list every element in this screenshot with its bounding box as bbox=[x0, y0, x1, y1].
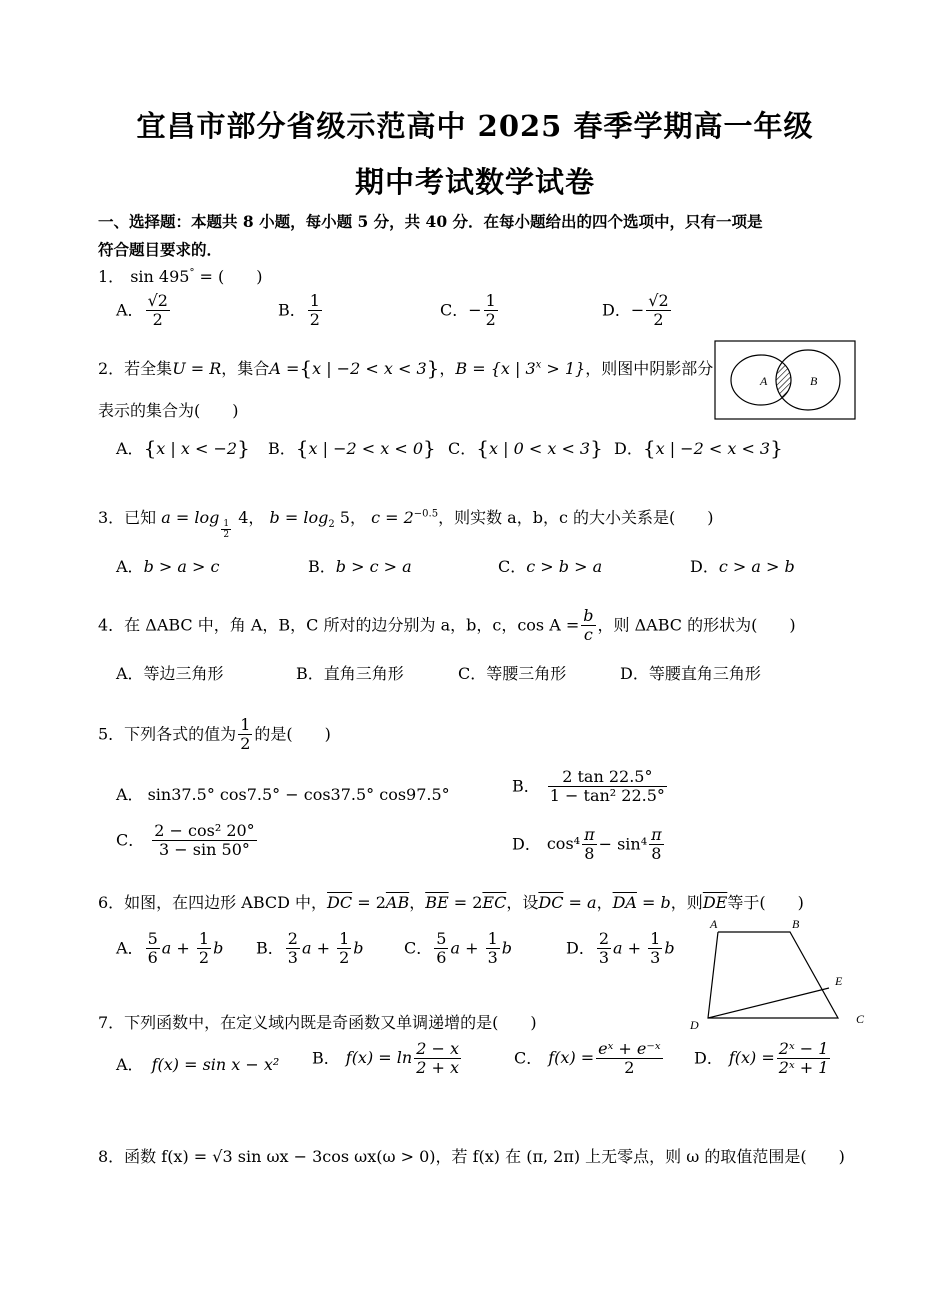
question-8-stem: 8．函数 f(x) = √3 sin ωx − 3cos ωx(ω > 0)，若 f(x) 在 (π, 2π) 上无零点，则 ω 的取值范围是( ) bbox=[98, 1147, 845, 1166]
question-7-stem: 7．下列函数中，在定义域内既是奇函数又单调递增的是( ) bbox=[98, 1013, 537, 1032]
question-5-option-b: B． $\frac{2 \tan 22.5^\circ}{\text{1 − tan² 22.5°}}$ bbox=[512, 767, 665, 806]
question-5-option-d: D． cos⁴ $\frac{\pi}{8}$ − sin⁴ $\frac{\pi}{8}$ bbox=[512, 825, 662, 864]
question-4-stem: 4．在 ΔABC 中，角 A，B，C 所对的边分别为 a，b，c，cos A = $\frac{b}{c}$ ，则 ΔABC 的形状为( ) bbox=[98, 606, 796, 645]
section1-instructions-cont: 符合题目要求的． bbox=[98, 240, 223, 259]
exam-title-line2: 期中考试数学试卷 bbox=[354, 165, 595, 199]
question-4-option-a: A．等边三角形 bbox=[116, 664, 224, 683]
question-3-option-c: C．c > b > a bbox=[498, 557, 603, 576]
venn-label-b: B bbox=[810, 374, 818, 388]
point-d-label: D bbox=[690, 1018, 699, 1032]
question-5-option-c: C． $\frac{\text{2 − cos² 20°}}{3 - \sin 50^\circ}$ bbox=[116, 821, 255, 860]
venn-diagram bbox=[714, 340, 856, 420]
question-2-stem: 2．若全集U = R，集合A ={x | −2 < x < 3}，B = {x | $3^x > 1$}，则图中阴影部分 bbox=[98, 356, 714, 380]
question-6-option-b: B． $\frac{2}{3}$ a + $\frac{1}{2}$ b bbox=[256, 929, 364, 968]
question-5-stem: 5．下列各式的值为 $\frac{1}{2}$ 的是( ) bbox=[98, 715, 331, 754]
question-3-stem: 3．已知 a = log $\frac{1}{2}$ 4， $b = \log_2 5$， $c = 2^{-0.5}$，则实数 a，b，c 的大小关系是( ) bbox=[98, 508, 714, 540]
point-a-label: A bbox=[710, 917, 718, 931]
point-b-label: B bbox=[792, 917, 800, 931]
question-7-option-b: B． f(x) = ln $\frac{2 - x}{2 + x}$ bbox=[312, 1039, 459, 1078]
quadrilateral-figure bbox=[688, 915, 870, 1033]
question-1-option-c: C．− $\frac{1}{2}$ bbox=[440, 291, 496, 330]
question-7-option-a: A． f(x) = sin x − x² bbox=[116, 1055, 280, 1074]
question-1-option-b: B． $\frac{1}{2}$ bbox=[278, 291, 320, 330]
question-1-stem: 1． sin 495° = ( ) bbox=[98, 267, 263, 286]
question-3-option-a: A．b > a > c bbox=[116, 557, 220, 576]
question-6-option-d: D． $\frac{2}{3}$ a + $\frac{1}{3}$ b bbox=[566, 929, 675, 968]
question-3-option-d: D．c > a > b bbox=[690, 557, 795, 576]
question-2-option-b: B．{x | −2 < x < 0} bbox=[268, 436, 436, 460]
question-4-option-b: B．直角三角形 bbox=[296, 664, 404, 683]
question-1-option-a: A． $\frac{√2}{2}$ bbox=[116, 291, 168, 330]
question-5-option-a: A． sin37.5° cos7.5° − cos37.5° cos97.5° bbox=[116, 785, 450, 804]
question-6-stem: 6．如图，在四边形 ABCD 中，$\overline{DC} = 2\overline{AB}$，$\overline{BE} = 2\overline{EC}$，设$\overline{DC} = a$，$\overline{DA} = b$，则$\overline{DE}$等于( ) bbox=[98, 893, 804, 912]
question-7-option-c: C． f(x) = $\frac{\text{eˣ + e⁻ˣ}}{2}$ bbox=[514, 1039, 661, 1078]
point-c-label: C bbox=[856, 1012, 865, 1026]
point-e-label: E bbox=[835, 974, 843, 988]
question-4-option-c: C．等腰三角形 bbox=[458, 664, 567, 683]
section1-instructions: 一、选择题：本题共 8 小题，每小题 5 分，共 40 分．在每小题给出的四个选项中，只有一项是 bbox=[98, 212, 763, 231]
question-2-option-d: D．{x | −2 < x < 3} bbox=[614, 436, 783, 460]
question-4-option-d: D．等腰直角三角形 bbox=[620, 664, 761, 683]
question-6-option-c: C． $\frac{5}{6}$ a + $\frac{1}{3}$ b bbox=[404, 929, 512, 968]
venn-label-a: A bbox=[760, 374, 768, 388]
question-2-stem-cont: 表示的集合为( ) bbox=[98, 401, 239, 420]
question-2-option-c: C．{x | 0 < x < 3} bbox=[448, 436, 603, 460]
segment-de bbox=[708, 988, 829, 1018]
question-3-option-b: B．b > c > a bbox=[308, 557, 412, 576]
question-6-option-a: A． $\frac{5}{6}$ a + $\frac{1}{2}$ b bbox=[116, 929, 224, 968]
question-1-option-d: D．− $\frac{√2}{2}$ bbox=[602, 291, 669, 330]
question-7-option-d: D． f(x) = $\frac{\text{2ˣ − 1}}{\text{2ˣ + 1}}$ bbox=[694, 1039, 829, 1078]
quadrilateral-abcd bbox=[708, 932, 838, 1018]
exam-title-line1: 宜昌市部分省级示范高中 2025 春季学期高一年级 bbox=[136, 109, 814, 143]
question-2-option-a: A．{x | x < −2} bbox=[116, 436, 250, 460]
